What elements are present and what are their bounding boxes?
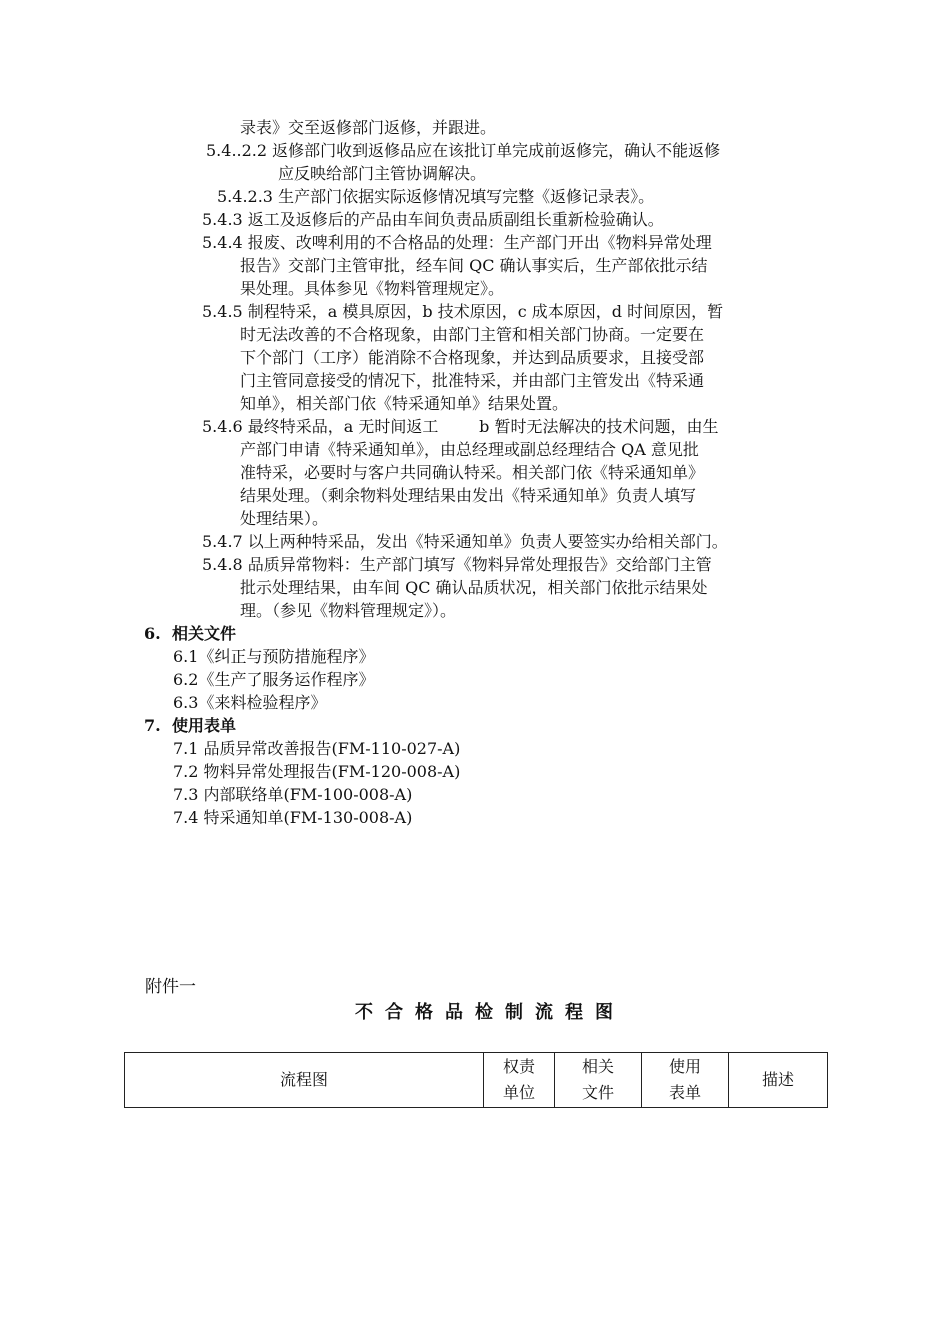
text-line: 门主管同意接受的情况下，批准特采，并由部门主管发出《特采通 <box>240 371 705 390</box>
list-item: 6.3《来料检验程序》 <box>173 693 327 712</box>
section-6-heading <box>144 622 236 645</box>
text-line: 报告》交部门主管审批，经车间 QC 确认事实后，生产部依批示结 <box>240 256 708 275</box>
cell-line: 表单 <box>668 1083 701 1102</box>
text-line: 下个部门（工序）能消除不合格现象，并达到品质要求，且接受部 <box>240 348 705 367</box>
text-line: 5.4.8 品质异常物料：生产部门填写《物料异常处理报告》交给部门主管 <box>202 555 712 574</box>
col-related-docs <box>555 1053 642 1108</box>
text-line: 时无法改善的不合格现象，由部门主管和相关部门协商。一定要在 <box>240 325 705 344</box>
cell-line: 单位 <box>502 1083 535 1102</box>
cell-line: 权责 <box>502 1057 535 1076</box>
text-line: 5.4.4 报废、改啤利用的不合格品的处理：生产部门开出《物料异常处理 <box>202 233 712 252</box>
cell-line: 使用 <box>668 1057 701 1076</box>
list-item: 6.2《生产了服务运作程序》 <box>173 670 375 689</box>
section-number: 6. <box>144 624 161 643</box>
cell-line: 文件 <box>581 1083 614 1102</box>
text-line: 5.4.3 返工及返修后的产品由车间负责品质副组长重新检验确认。 <box>202 210 664 229</box>
text-line: 产部门申请《特采通知单》，由总经理或副总经理结合 QA 意见批 <box>240 440 699 459</box>
col-description: 描述 <box>729 1053 828 1108</box>
text-line: 5.4.6 最终特采品，a 无时间返工 b 暂时无法解决的技术问题，由生 <box>202 417 719 436</box>
section-number: 7. <box>144 716 161 735</box>
text-line: 处理结果）。 <box>240 509 329 528</box>
annex-label: 附件一 <box>145 977 196 997</box>
text-line: 应反映给部门主管协调解决。 <box>278 164 487 183</box>
flowchart-title: 不合格品检制流程图 <box>355 1002 625 1023</box>
text-line: 录表》交至返修部门返修，并跟进。 <box>240 118 497 137</box>
section-title: 相关文件 <box>172 624 237 643</box>
text-line: 5.4.2.3 生产部门依据实际返修情况填写完整《返修记录表》。 <box>217 187 655 206</box>
list-item: 7.3 内部联络单(FM-100-008-A) <box>173 785 413 804</box>
text-line: 5.4.7 以上两种特采品，发出《特采通知单》负责人要签实办给相关部门。 <box>202 532 728 551</box>
text-line: 理。（参见《物料管理规定》）。 <box>240 601 457 620</box>
section-title: 使用表单 <box>172 716 237 735</box>
col-responsible-unit <box>484 1053 555 1108</box>
text-line: 准特采，必要时与客户共同确认特采。相关部门依《特采通知单》 <box>240 463 705 482</box>
col-flowchart: 流程图 <box>125 1053 484 1108</box>
section-7-heading <box>144 714 236 737</box>
text-line: 5.4.5 制程特采，a 模具原因，b 技术原因，c 成本原因，d 时间原因，暂 <box>202 302 724 321</box>
text-line: 5.4..2.2 返修部门收到返修品应在该批订单完成前返修完，确认不能返修 <box>206 141 721 160</box>
cell-line: 相关 <box>581 1057 614 1076</box>
flowchart-table <box>124 1052 828 1108</box>
list-item: 6.1《纠正与预防措施程序》 <box>173 647 375 666</box>
table-header-row <box>125 1053 828 1108</box>
text-line: 批示处理结果，由车间 QC 确认品质状况，相关部门依批示结果处 <box>240 578 708 597</box>
text-line: 知单》，相关部门依《特采通知单》结果处置。 <box>240 394 569 413</box>
list-item: 7.2 物料异常处理报告(FM-120-008-A) <box>173 762 461 781</box>
list-item: 7.1 品质异常改善报告(FM-110-027-A) <box>173 739 461 758</box>
col-forms-used <box>642 1053 729 1108</box>
list-item: 7.4 特采通知单(FM-130-008-A) <box>173 808 413 827</box>
text-line: 果处理。具体参见《物料管理规定》。 <box>240 279 505 298</box>
text-line: 结果处理。（剩余物料处理结果由发出《特采通知单》负责人填写 <box>240 486 697 505</box>
